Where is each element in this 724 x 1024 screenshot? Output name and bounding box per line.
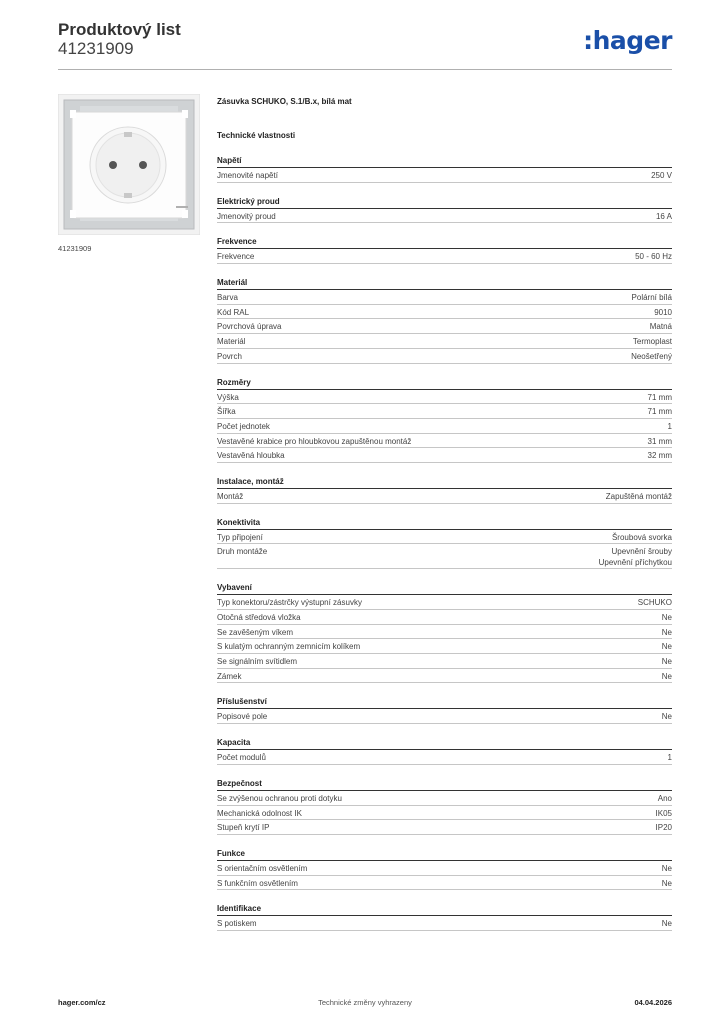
spec-value: 1 [667,753,672,763]
spec-label: Zámek [217,671,242,681]
spec-section [217,583,672,683]
spec-row [217,349,672,364]
spec-label: Počet modulů [217,753,266,763]
spec-label: Jmenovitý proud [217,211,276,221]
spec-value-group [651,170,672,182]
spec-value: Ne [661,878,672,888]
spec-value: Neošetřený [631,351,672,361]
section-title: Bezpečnost [217,779,672,791]
spec-value-group [648,406,672,418]
spec-value-group [648,450,672,462]
spec-label: Se zvýšenou ochranou proti dotyku [217,793,342,803]
spec-label: Se signálním svítidlem [217,657,298,667]
spec-row [217,595,672,610]
spec-label: Mechanická odolnost IK [217,808,302,818]
spec-section [217,477,672,504]
spec-value-group [662,918,672,930]
spec-section [217,197,672,224]
spec-value-group [662,878,672,890]
footer-website: hager.com/cz [58,998,106,1007]
spec-label: Se zavěšeným víkem [217,627,294,637]
section-title: Funkce [217,849,672,861]
section-title: Frekvence [217,237,672,249]
spec-value-group [668,421,672,433]
spec-label: S orientačním osvětlením [217,863,308,873]
spec-sections [217,156,672,931]
hager-logo: :hager [583,26,672,55]
spec-label: Vestavěná hloubka [217,451,285,461]
page-footer [58,998,672,1010]
spec-row [217,305,672,320]
section-title: Identifikace [217,904,672,916]
spec-label: Otočná středová vložka [217,613,301,622]
spec-row [217,876,672,891]
spec-label: Povrchová úprava [217,322,282,332]
spec-value: Zapuštěná montáž [605,491,672,501]
spec-value: 250 V [651,171,672,180]
spec-row [217,639,672,654]
spec-value: Polární bílá [631,293,672,303]
spec-row [217,404,672,419]
spec-section [217,237,672,264]
spec-row [217,419,672,434]
spec-value-group [656,211,672,223]
page-header [58,20,672,70]
product-name: Zásuvka SCHUKO, S.1/B.x, bílá mat [217,97,352,106]
spec-section [217,278,672,363]
product-image [58,94,200,235]
spec-label: S funkčním osvětlením [217,878,298,888]
spec-row [217,249,672,264]
spec-label: Vestavěné krabice pro hloubkovou zapuštěnou montáž [217,436,412,446]
spec-label: Kód RAL [217,307,250,317]
spec-value: 1 [667,421,672,431]
spec-value: Šroubová svorka [611,532,672,542]
spec-value: Ne [661,613,672,622]
spec-value: IK05 [655,808,672,818]
spec-row [217,530,672,545]
spec-label: Typ konektoru/zástrčky výstupní zásuvky [217,598,362,608]
spec-section [217,849,672,890]
spec-value-group [631,351,672,363]
spec-row [217,750,672,765]
spec-label: S potiskem [217,919,257,929]
section-title: Kapacita [217,738,672,750]
spec-row [217,489,672,504]
spec-label: Frekvence [217,252,255,262]
footer-disclaimer: Technické změny vyhrazeny [318,998,412,1007]
spec-label: Jmenovité napětí [217,171,278,180]
spec-row [217,791,672,806]
section-title: Vybavení [217,583,672,595]
spec-row [217,319,672,334]
spec-value: SCHUKO [637,598,672,608]
spec-label: Počet jednotek [217,421,270,431]
spec-value-group [658,793,672,805]
spec-value: Ne [661,712,672,722]
spec-value-group [662,863,672,875]
specifications [217,97,672,931]
spec-label: Barva [217,293,238,303]
spec-value: Upevnění šrouby [611,547,672,557]
spec-value-group [662,612,672,624]
technical-properties-heading: Technické vlastnosti [217,131,296,140]
spec-label: Typ připojení [217,532,263,542]
spec-row [217,168,672,183]
spec-value-group [612,532,672,544]
spec-value-group [632,292,672,304]
section-title: Rozměry [217,378,672,390]
spec-label: Druh montáže [217,547,268,557]
spec-row [217,820,672,835]
section-title: Příslušenství [217,697,672,709]
spec-value: Ne [661,919,672,929]
document-number: 41231909 [58,39,134,58]
section-title: Instalace, montáž [217,477,672,489]
spec-value-group [668,752,672,764]
spec-value: Ne [661,642,672,652]
spec-row [217,861,672,876]
spec-value-group [662,627,672,639]
spec-value-group [656,808,672,820]
spec-label: Povrch [217,351,242,361]
spec-value: Termoplast [632,337,672,347]
spec-section [217,738,672,765]
footer-date: 04.04.2026 [634,998,672,1007]
spec-value-secondary: Upevnění příchytkou [598,558,672,568]
section-title: Napětí [217,156,672,168]
spec-value-group [635,251,672,263]
spec-label: S kulatým ochranným zemnicím kolíkem [217,642,361,652]
spec-value: 9010 [654,307,672,317]
spec-row [217,916,672,931]
spec-row [217,654,672,669]
spec-row [217,434,672,449]
spec-value-group [650,321,672,333]
spec-row [217,209,672,224]
spec-value: 32 mm [647,451,672,461]
spec-label: Montáž [217,491,244,501]
spec-value: Ne [661,863,672,873]
spec-section [217,156,672,183]
spec-label: Materiál [217,337,246,347]
spec-row [217,290,672,305]
spec-value-group [638,597,672,609]
spec-value: Ne [661,671,672,681]
spec-value: 71 mm [647,392,672,402]
spec-section [217,779,672,835]
spec-value-group [662,711,672,723]
spec-value-group [633,336,672,348]
spec-row [217,334,672,349]
spec-section [217,697,672,724]
spec-value-group [654,307,672,319]
spec-label: Šířka [217,407,236,417]
spec-value: 71 mm [647,407,672,417]
spec-value: Ano [657,793,672,803]
spec-section [217,904,672,931]
spec-section [217,518,672,570]
spec-value: Matná [649,322,672,332]
section-title: Materiál [217,278,672,290]
spec-value-group [656,822,672,834]
spec-value: 50 - 60 Hz [635,252,672,262]
spec-value: IP20 [655,823,672,833]
spec-section [217,378,672,463]
spec-row [217,806,672,821]
spec-label: Výška [217,392,239,402]
spec-value-group [599,546,672,568]
spec-value: 16 A [655,211,672,221]
spec-row [217,544,672,569]
spec-row [217,709,672,724]
spec-value-group [662,671,672,683]
spec-value-group [648,392,672,404]
document-title: Produktový list [58,20,181,39]
spec-value: 31 mm [647,436,672,446]
spec-row [217,625,672,640]
spec-row [217,448,672,463]
header-divider [58,69,672,70]
spec-value: Ne [661,627,672,637]
spec-label: Popisové pole [217,712,268,722]
spec-value-group [662,641,672,653]
image-caption: 41231909 [58,244,92,253]
section-title: Elektrický proud [217,197,672,209]
section-title: Konektivita [217,518,672,530]
spec-label: Stupeň krytí IP [217,823,270,833]
spec-value: Ne [661,657,672,667]
spec-row [217,610,672,625]
spec-row [217,390,672,405]
spec-value-group [648,436,672,448]
spec-row [217,669,672,684]
spec-value-group [606,491,672,503]
spec-value-group [662,656,672,668]
